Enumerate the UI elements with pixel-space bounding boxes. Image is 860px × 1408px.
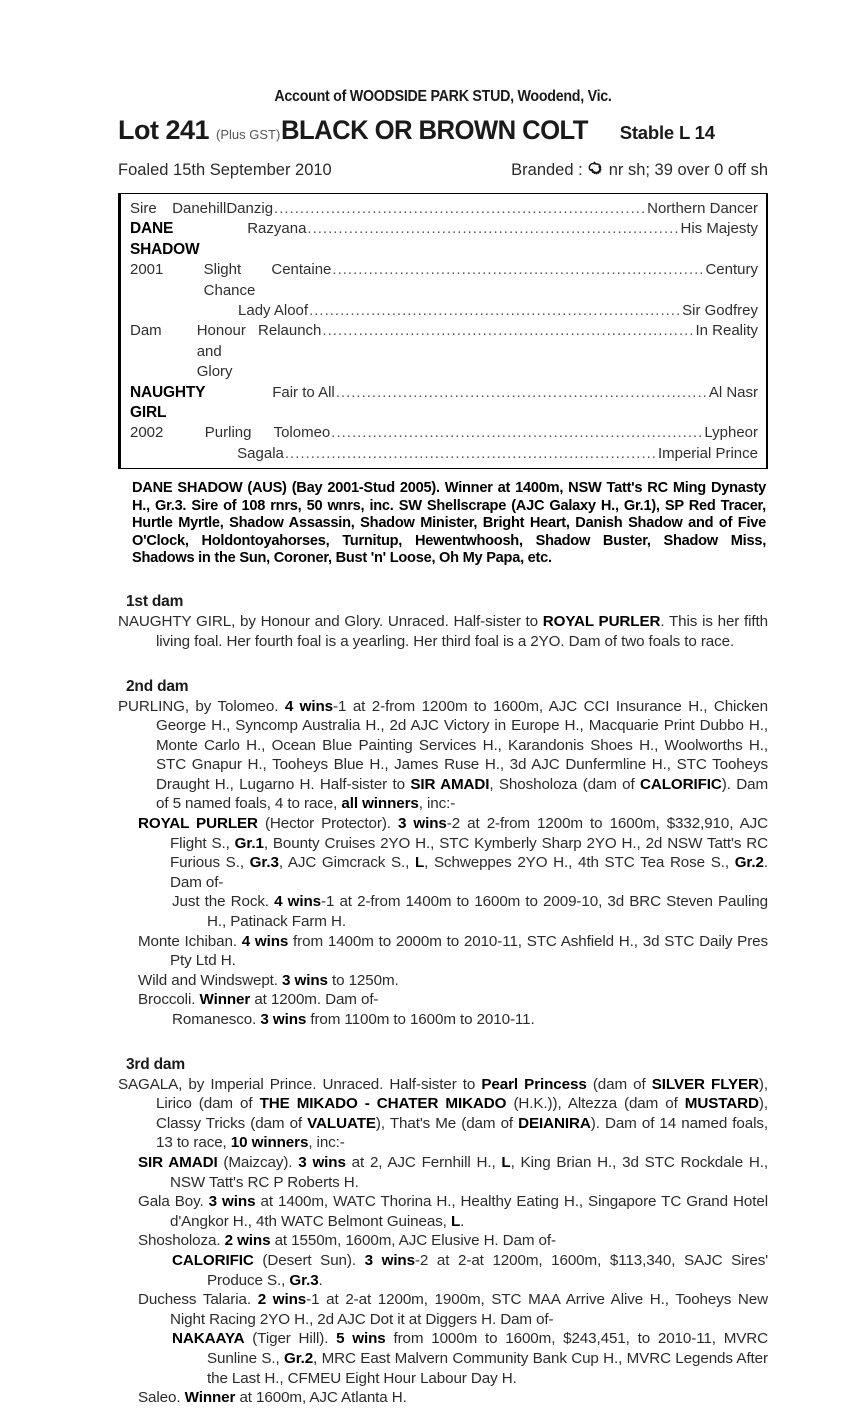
branded-label: Branded :	[511, 161, 583, 179]
pedigree-great-grandsire: Al Nasr	[708, 383, 758, 401]
pedigree-grandparent-pair	[274, 423, 766, 443]
pedigree-paragraph	[128, 1290, 768, 1329]
emphasised-name: 2 wins	[257, 1291, 307, 1309]
body-text: .	[460, 1212, 465, 1230]
body-text: -1 at 2-from 1200m to 1600m, AJC CCI Insurance H., Chicken George H., Syncomp Australia H., 2d AJC Victory in Europe H., Macquarie Print Dubbo H., Monte Carlo H., Ocean Blue Painting Services H., Karandonis Shoes H., Woolworths H., STC Gnapur H., Tooheys Blue H., James Ruse H., 3d AJC Dunfermline H., STC Tooheys Draught H., Lugarno H. Half-sister to	[156, 697, 768, 793]
body-text: (Maizcay).	[217, 1153, 299, 1171]
body-text: , MRC East Malvern Community Bank Cup H., MVRC Legends After the Last H., CFMEU Eight Hour Labour Day H.	[207, 1349, 768, 1387]
pedigree-grandsire: Relaunch	[258, 322, 322, 340]
pedigree-grandsire: Fair to All	[272, 383, 335, 401]
emphasised-name: 3 wins	[298, 1153, 346, 1171]
pedigree-parent: Honour and Glory	[196, 322, 246, 381]
body-text: Monte Ichiban.	[138, 932, 242, 950]
emphasised-name: 3 wins	[398, 815, 447, 833]
body-text: , inc:-	[308, 1134, 345, 1152]
body-text: Saleo.	[138, 1389, 185, 1407]
body-text: (dam of	[586, 1075, 652, 1093]
pedigree-great-grandsire: Sir Godfrey	[682, 302, 758, 320]
body-text: Shosholoza.	[138, 1232, 225, 1250]
horse-brand-symbol-icon	[587, 159, 606, 178]
pedigree-paragraph	[118, 612, 768, 651]
pedigree-label: Dam	[130, 322, 162, 340]
pedigree-paragraph	[145, 1251, 768, 1290]
foaled-branded-row	[118, 156, 768, 180]
emphasised-name: 3 wins	[364, 1251, 415, 1269]
body-text: , Schweppes 2YO H., 4th STC Tea Rose S.,	[424, 854, 735, 872]
emphasised-name: 3 wins	[260, 1011, 307, 1028]
body-text: ), That's Me (dam of	[375, 1114, 519, 1132]
pedigree-row	[121, 444, 766, 464]
pedigree-row	[121, 423, 766, 443]
body-text: . This is her fifth living foal. Her fourth foal is a yearling. Her third foal is a 2YO. Dam of two foals to race.	[156, 613, 769, 650]
pedigree-row	[121, 383, 766, 424]
lot-number: Lot 241	[118, 115, 210, 145]
emphasised-name: Gr.3	[289, 1271, 319, 1289]
pedigree-table	[118, 193, 768, 469]
body-text: , AJC Gimcrack S.,	[278, 854, 415, 872]
dam-heading: 3rd dam	[126, 1055, 185, 1073]
pedigree-row	[121, 260, 766, 301]
body-text: from 1000m to 1600m, $243,451, to 2010-11, MVRC Sunline S.,	[207, 1330, 769, 1367]
pedigree-grandsire: Centaine	[271, 261, 332, 279]
pedigree-grandparent-pair	[247, 219, 766, 260]
pedigree-horse-name: DANE SHADOW	[130, 220, 200, 258]
emphasised-name: L	[501, 1153, 511, 1171]
body-text: (Hector Protector).	[257, 815, 398, 833]
pedigree-grandparent-pair	[272, 383, 766, 424]
pedigree-great-grandsire: Northern Dancer	[647, 200, 758, 217]
body-text: NAUGHTY GIRL, by Honour and Glory. Unraced. Half-sister to	[118, 613, 543, 631]
catalogue-page	[118, 0, 768, 1408]
emphasised-name: SIR AMADI	[138, 1153, 218, 1171]
body-text: (H.K.)), Altezza (dam of	[506, 1095, 685, 1113]
dam-sections	[118, 593, 768, 1407]
body-text: -1 at 2-at 1200m, 1900m, STC MAA Arrive Alive H., Tooheys New Night Racing 2YO H., 2d AJC Dot it at Diggers H. Dam of-	[170, 1291, 769, 1328]
emphasised-name: 3 wins	[208, 1193, 256, 1211]
dot-leader	[307, 219, 679, 239]
pedigree-paragraph	[118, 697, 768, 815]
emphasised-name: Gr.3	[249, 854, 279, 872]
pedigree-row	[121, 321, 766, 382]
emphasised-name: Gr.1	[234, 834, 264, 852]
emphasised-name: 5 wins	[336, 1330, 386, 1348]
body-text: at 1550m, 1600m, AJC Elusive H. Dam of-	[270, 1232, 556, 1250]
dot-leader	[274, 199, 646, 219]
emphasised-name: L	[414, 854, 425, 872]
pedigree-grandsire: Danzig	[226, 200, 274, 217]
body-text: to 1250m.	[327, 971, 399, 989]
body-text: from 1400m to 2000m to 2010-11, STC Ashfield H., 3d STC Daily Pres Pty Ltd H.	[170, 932, 769, 970]
dot-leader	[332, 260, 704, 280]
emphasised-name: ROYAL PURLER	[138, 815, 258, 833]
pedigree-great-grandsire: In Reality	[695, 322, 758, 340]
pedigree-paragraph	[145, 1329, 768, 1388]
body-text: at 1600m, AJC Atlanta H.	[235, 1389, 407, 1407]
pedigree-label: 2001	[130, 261, 164, 279]
pedigree-parent: Danehill	[172, 200, 227, 217]
body-text: (Desert Sun).	[253, 1251, 365, 1269]
body-text: Wild and Windswept.	[138, 971, 283, 989]
pedigree-label	[121, 301, 186, 321]
body-text: at 2, AJC Fernhill H.,	[345, 1153, 502, 1171]
pedigree-grandparent-pair	[238, 301, 766, 321]
body-text: , Shosholoza (dam of	[489, 775, 641, 793]
body-text: at 1400m, WATC Thorina H., Healthy Eating H., Singapore TC Grand Hotel d'Angkor H., 4th WATC Belmont Guineas,	[170, 1193, 768, 1230]
body-text: ), Classy Tricks (dam of	[156, 1095, 768, 1132]
dot-leader	[309, 301, 681, 321]
pedigree-paragraph	[128, 1192, 768, 1231]
dot-leader	[285, 444, 657, 464]
body-text: SAGALA, by Imperial Prince. Unraced. Half-sister to	[118, 1075, 482, 1093]
gst-note: (Plus GST)	[216, 127, 281, 142]
pedigree-paragraph	[128, 1153, 768, 1192]
foaled-date: Foaled 15th September 2010	[118, 161, 332, 179]
pedigree-grandparent-pair	[271, 260, 766, 301]
body-text: . Dam of-	[170, 854, 768, 891]
body-text: ), Lirico (dam of	[156, 1075, 768, 1113]
emphasised-name: SIR AMADI	[410, 775, 490, 793]
dam-heading: 2nd dam	[126, 677, 189, 695]
pedigree-grandsire: Sagala	[237, 444, 284, 462]
pedigree-paragraph	[128, 814, 768, 892]
emphasised-name: THE MIKADO - CHATER MIKADO	[259, 1095, 507, 1113]
body-text: .	[318, 1271, 323, 1289]
pedigree-paragraph	[128, 990, 768, 1010]
pedigree-paragraph	[128, 971, 768, 991]
dam-heading: 1st dam	[126, 593, 184, 611]
branded-info	[511, 156, 768, 180]
pedigree-row	[121, 199, 766, 219]
pedigree-great-grandsire: Century	[705, 261, 758, 279]
pedigree-grandparent-pair	[226, 199, 766, 219]
body-text: (Tiger Hill).	[244, 1330, 337, 1348]
emphasised-name: DEIANIRA	[518, 1114, 591, 1132]
emphasised-name: Gr.2	[283, 1349, 314, 1367]
pedigree-grandsire: Lady Aloof	[238, 302, 309, 320]
pedigree-grandparent-pair	[237, 444, 766, 464]
pedigree-great-grandsire: His Majesty	[680, 220, 758, 238]
pedigree-paragraph	[128, 932, 768, 971]
pedigree-label	[121, 444, 186, 464]
emphasised-name: VALUATE	[307, 1114, 376, 1132]
emphasised-name: L	[450, 1212, 461, 1230]
body-text: from 1100m to 1600m to 2010-11.	[306, 1011, 535, 1028]
emphasised-name: all winners	[341, 795, 419, 813]
pedigree-great-grandsire: Lypheor	[704, 424, 758, 442]
emphasised-name: CALORIFIC	[172, 1251, 254, 1269]
pedigree-parent	[186, 301, 238, 321]
body-text: ). Dam of 5 named foals, 4 to race,	[156, 775, 768, 813]
emphasised-name: CALORIFIC	[640, 775, 722, 793]
pedigree-parent	[205, 383, 272, 424]
emphasised-name: 10 winners	[230, 1134, 309, 1152]
emphasised-name: Gr.2	[734, 854, 764, 872]
emphasised-name: 4 wins	[284, 697, 334, 715]
emphasised-name: SILVER FLYER	[651, 1075, 759, 1093]
emphasised-name: Winner	[184, 1389, 236, 1407]
sire-summary: DANE SHADOW (AUS) (Bay 2001-Stud 2005). Winner at 1400m, NSW Tatt's RC Ming Dynasty H., Gr.3. Sire of 108 rnrs, 50 wnrs, inc. SW Shellscrape (AJC Galaxy H., Gr.1), SP Red Tracer, Hurtle Myrtle, Shadow Assassin, Shadow Minister, Bright Heart, Danish Shadow and of Five O'Clock, Holdontoyahorses, Turnitup, Hewentwhoosh, Shadow Buster, Shadow Miss, Shadows in the Sun, Coroner, Bust 'n' Loose, Oh My Papa, etc.	[132, 480, 766, 566]
body-text: Romanesco.	[172, 1011, 261, 1028]
lot-title-row	[118, 115, 768, 146]
body-text: PURLING, by Tolomeo.	[118, 697, 285, 715]
body-text: -2 at 2-at 1200m, 1600m, $113,340, SAJC Sires' Produce S.,	[207, 1251, 769, 1289]
pedigree-row	[121, 219, 766, 260]
emphasised-name: MUSTARD	[684, 1095, 759, 1113]
pedigree-grandparent-pair	[258, 321, 766, 382]
body-text: Duchess Talaria.	[138, 1291, 258, 1309]
body-text: ). Dam of 14 named foals, 13 to race,	[156, 1114, 768, 1152]
dot-leader	[331, 423, 703, 443]
pedigree-parent: Purling	[204, 424, 252, 442]
pedigree-paragraph	[145, 1010, 768, 1030]
pedigree-parent	[186, 444, 237, 464]
pedigree-paragraph	[145, 892, 768, 931]
emphasised-name: 2 wins	[224, 1232, 271, 1250]
body-text: Just the Rock.	[172, 893, 275, 911]
pedigree-row	[121, 301, 766, 321]
pedigree-label: Sire	[130, 200, 157, 217]
pedigree-horse-name: NAUGHTY GIRL	[130, 383, 205, 422]
pedigree-grandsire: Tolomeo	[273, 424, 331, 442]
emphasised-name: 4 wins	[274, 893, 321, 911]
body-text: Broccoli.	[138, 991, 200, 1009]
dot-leader	[336, 383, 708, 403]
page-title: BLACK OR BROWN COLT	[281, 115, 589, 145]
pedigree-paragraph	[128, 1388, 768, 1408]
body-text: -2 at 2-from 1200m to 1600m, $332,910, AJC Flight S.,	[170, 815, 768, 852]
account-line: Account of WOODSIDE PARK STUD, Woodend, Vic.	[274, 88, 612, 105]
emphasised-name: NAKAAYA	[172, 1330, 245, 1348]
body-text: Gala Boy.	[138, 1193, 209, 1211]
emphasised-name: ROYAL PURLER	[542, 613, 661, 631]
body-text: -1 at 2-from 1400m to 1600m to 2009-10, 3d BRC Steven Pauling H., Patinack Farm H.	[207, 893, 768, 931]
body-text: , Bounty Cruises 2YO H., STC Kymberly Sharp 2YO H., 2d NSW Tatt's RC Furious S.,	[170, 834, 768, 872]
pedigree-label: 2002	[130, 424, 164, 442]
pedigree-grandsire: Razyana	[247, 220, 307, 238]
body-text: , inc:-	[418, 795, 456, 813]
emphasised-name: Winner	[199, 991, 251, 1009]
branded-detail: nr sh; 39 over 0 off sh	[608, 161, 768, 179]
pedigree-great-grandsire: Imperial Prince	[657, 444, 758, 462]
emphasised-name: 4 wins	[241, 932, 289, 950]
emphasised-name: 3 wins	[282, 971, 328, 989]
body-text: at 1200m. Dam of-	[250, 991, 379, 1009]
pedigree-paragraph	[118, 1075, 768, 1153]
pedigree-paragraph	[128, 1231, 768, 1251]
stable-label: Stable L 14	[619, 122, 715, 143]
body-text: , King Brian H., 3d STC Rockdale H., NSW Tatt's RC P Roberts H.	[170, 1153, 768, 1191]
emphasised-name: Pearl Princess	[481, 1075, 587, 1093]
pedigree-parent	[199, 219, 247, 260]
dot-leader	[322, 321, 694, 341]
pedigree-parent: Slight Chance	[203, 261, 256, 299]
